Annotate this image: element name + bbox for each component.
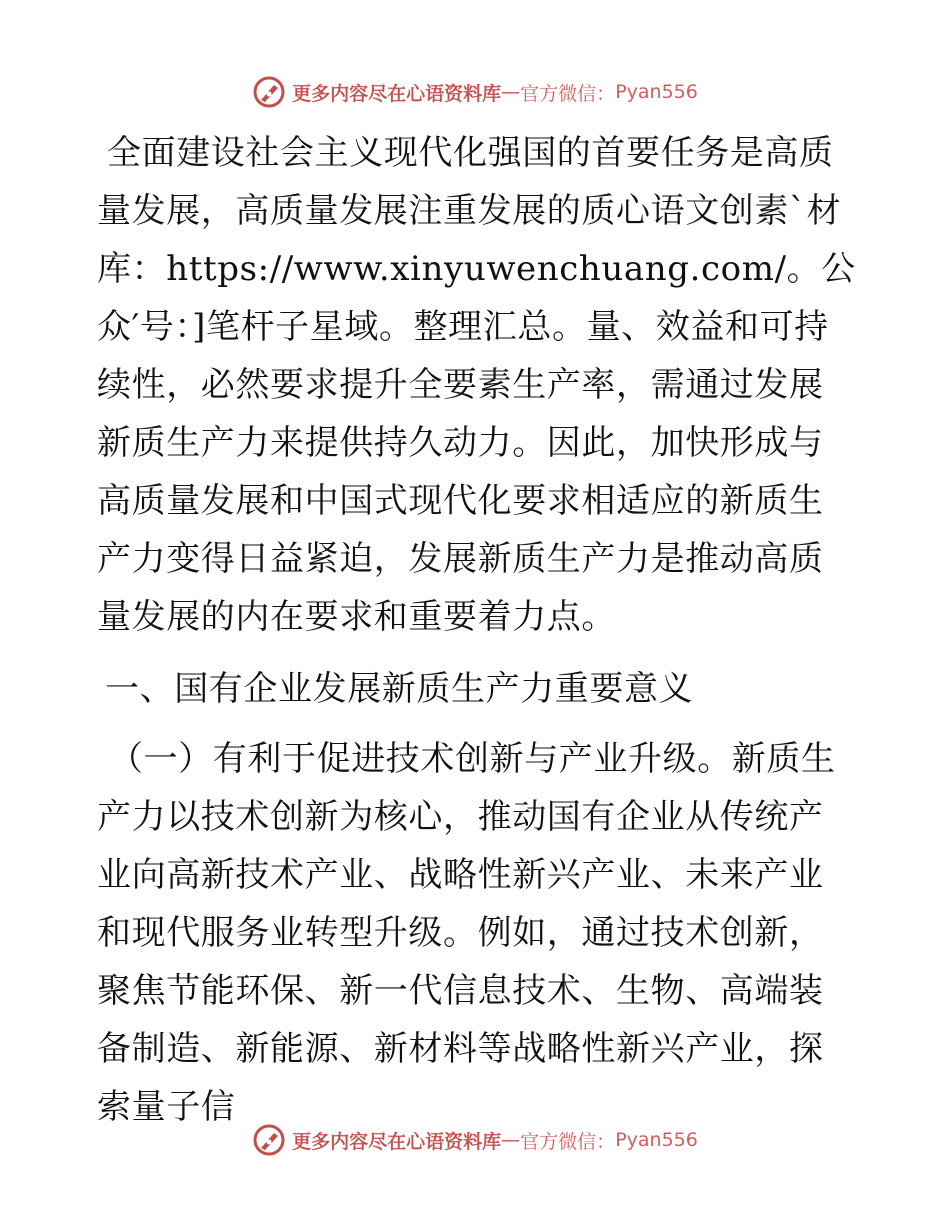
section-heading: 一、国有企业发展新质生产力重要意义 xyxy=(105,669,694,709)
watermark-banner-bottom xyxy=(0,1120,950,1160)
watermark-brand: 更多内容尽在心语资料库 xyxy=(292,1130,502,1153)
watermark-brand: 更多内容尽在心语资料库 xyxy=(292,82,502,105)
watermark-label: 官方微信 xyxy=(520,1130,597,1153)
watermark-wechat-id: Pyan556 xyxy=(615,1129,698,1151)
watermark-dash: — xyxy=(501,1129,521,1151)
watermark-dash: — xyxy=(501,81,521,103)
watermark-label: 官方微信 xyxy=(520,82,597,105)
intro-paragraph: 全面建设社会主义现代化强国的首要任务是高质量发展，高质量发展注重发展的质心语文创素`材库：https://www.xinyuwenchuang.com/。公众′号：]笔杆子星域。整理汇总。量、效益和可持续性，必然要求提升全要素生产率，需通过发展新质生产力来提供持久动力。因此，加快形成与高质量发展和中国式现代化要求相适应的新质生产力变得日益紧迫，发展新质生产力是推动高质量发展的内在要求和重要着力点。 xyxy=(97,133,856,637)
pen-logo-icon xyxy=(252,75,286,109)
watermark-banner-top xyxy=(0,72,950,112)
watermark-separator: ： xyxy=(596,1130,616,1153)
watermark-separator: ： xyxy=(596,82,616,105)
document-body xyxy=(97,124,857,1136)
pen-logo-icon xyxy=(252,1123,286,1157)
subsection-paragraph: （一）有利于促进技术创新与产业升级。新质生产力以技术创新为核心，推动国有企业从传统产业向高新技术产业、战略性新兴产业、未来产业和现代服务业转型升级。例如，通过技术创新，聚焦节能环保、新一代信息技术、生物、高端装备制造、新能源、新材料等战略性新兴产业，探索量子信 xyxy=(97,739,836,1127)
watermark-wechat-id: Pyan556 xyxy=(615,81,698,103)
